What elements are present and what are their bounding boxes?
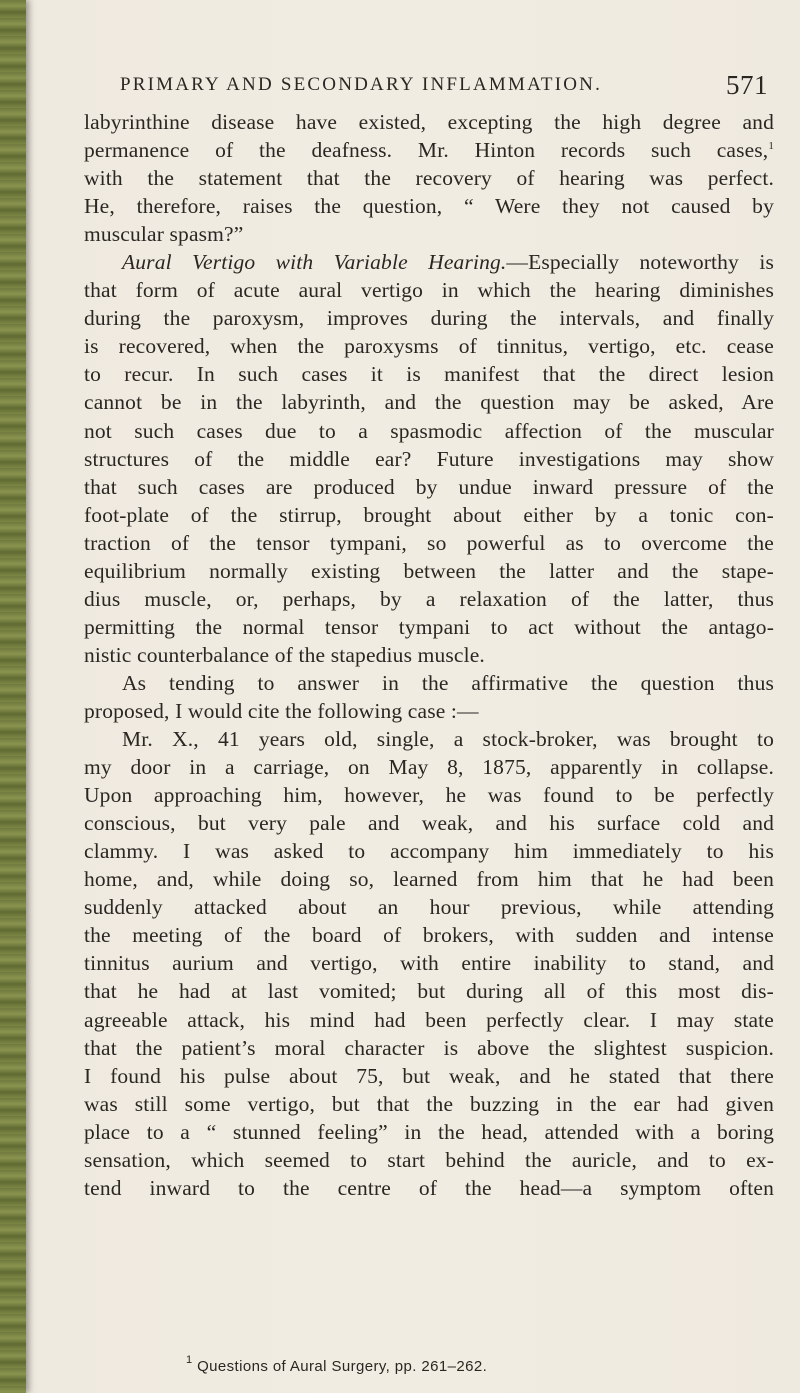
footnote: [186, 1354, 488, 1375]
text-line: [84, 136, 774, 164]
text-line: suddenly attacked about an hour previous, while attending: [84, 895, 774, 920]
running-title: PRIMARY AND SECONDARY INFLAMMATION.: [120, 74, 603, 95]
text-line: traction of the tensor tympani, so powerful as to overcome the: [84, 530, 774, 555]
text-line: Mr. X., 41 years old, single, a stock-broker, was brought to: [122, 727, 774, 752]
text-line: not such cases due to a spasmodic affection of the muscular: [84, 418, 774, 443]
text-line: Upon approaching him, however, he was found to be perfectly: [84, 783, 774, 808]
section-heading-continuation: —Especially noteworthy is: [506, 250, 774, 275]
text-line: nistic counterbalance of the stapedius muscle.: [84, 642, 485, 667]
text-line: tend inward to the centre of the head—a symptom often: [84, 1175, 774, 1200]
text-line: structures of the middle ear? Future investigations may show: [84, 446, 774, 471]
text-line: equilibrium normally existing between the latter and the stape-: [84, 558, 774, 583]
page-number: 571: [726, 70, 768, 100]
text-line: permitting the normal tensor tympani to act without the antago-: [84, 614, 774, 639]
section-heading: Aural Vertigo with Variable Hearing.: [122, 250, 507, 275]
text-line-content: permanence of the deafness. Mr. Hinton records such cases,: [84, 138, 769, 163]
footnote-marker: 1: [186, 1354, 193, 1366]
text-line: conscious, but very pale and weak, and his surface cold and: [84, 811, 774, 836]
running-head: [120, 70, 780, 104]
text-line: is recovered, when the paroxysms of tinnitus, vertigo, etc. cease: [84, 334, 774, 359]
footnote-reference: 1: [768, 140, 774, 153]
text-line: tinnitus aurium and vertigo, with entire inability to stand, and: [84, 951, 774, 976]
text-line: agreeable attack, his mind had been perfectly clear. I may state: [84, 1007, 774, 1032]
text-line: place to a “ stunned feeling” in the head, attended with a boring: [84, 1119, 774, 1144]
text-line: home, and, while doing so, learned from him that he had been: [84, 867, 774, 892]
text-line: was still some vertigo, but that the buzzing in the ear had given: [84, 1091, 774, 1116]
text-line: As tending to answer in the affirmative the question thus: [122, 670, 774, 695]
body-text: [84, 108, 774, 1202]
text-line: to recur. In such cases it is manifest that the direct lesion: [84, 362, 774, 387]
text-line: during the paroxysm, improves during the intervals, and finally: [84, 306, 774, 331]
text-line: muscular spasm?”: [84, 222, 244, 247]
text-line: clammy. I was asked to accompany him immediately to his: [84, 839, 774, 864]
text-line: the meeting of the board of brokers, with sudden and intense: [84, 923, 774, 948]
text-line: dius muscle, or, perhaps, by a relaxation of the latter, thus: [84, 586, 774, 611]
text-line: with the statement that the recovery of hearing was perfect.: [84, 166, 774, 191]
text-line: that form of acute aural vertigo in which the hearing diminishes: [84, 278, 774, 303]
text-line: foot-plate of the stirrup, brought about either by a tonic con-: [84, 502, 774, 527]
text-line: that such cases are produced by undue inward pressure of the: [84, 474, 774, 499]
text-line: proposed, I would cite the following case :—: [84, 698, 479, 723]
text-line: labyrinthine disease have existed, excepting the high degree and: [84, 110, 774, 134]
text-line: I found his pulse about 75, but weak, and he stated that there: [84, 1063, 774, 1088]
book-binding-edge: [0, 0, 26, 1393]
text-line: sensation, which seemed to start behind the auricle, and to ex-: [84, 1147, 774, 1172]
text-line: my door in a carriage, on May 8, 1875, apparently in collapse.: [84, 755, 774, 780]
text-line: that he had at last vomited; but during all of this most dis-: [84, 979, 774, 1004]
footnote-text: Questions of Aural Surgery, pp. 261–262.: [197, 1358, 488, 1375]
text-line: that the patient’s moral character is above the slightest suspicion.: [84, 1035, 774, 1060]
section-heading-line: [84, 248, 774, 276]
text-line: cannot be in the labyrinth, and the question may be asked, Are: [84, 390, 774, 415]
text-line: He, therefore, raises the question, “ Were they not caused by: [84, 194, 774, 219]
